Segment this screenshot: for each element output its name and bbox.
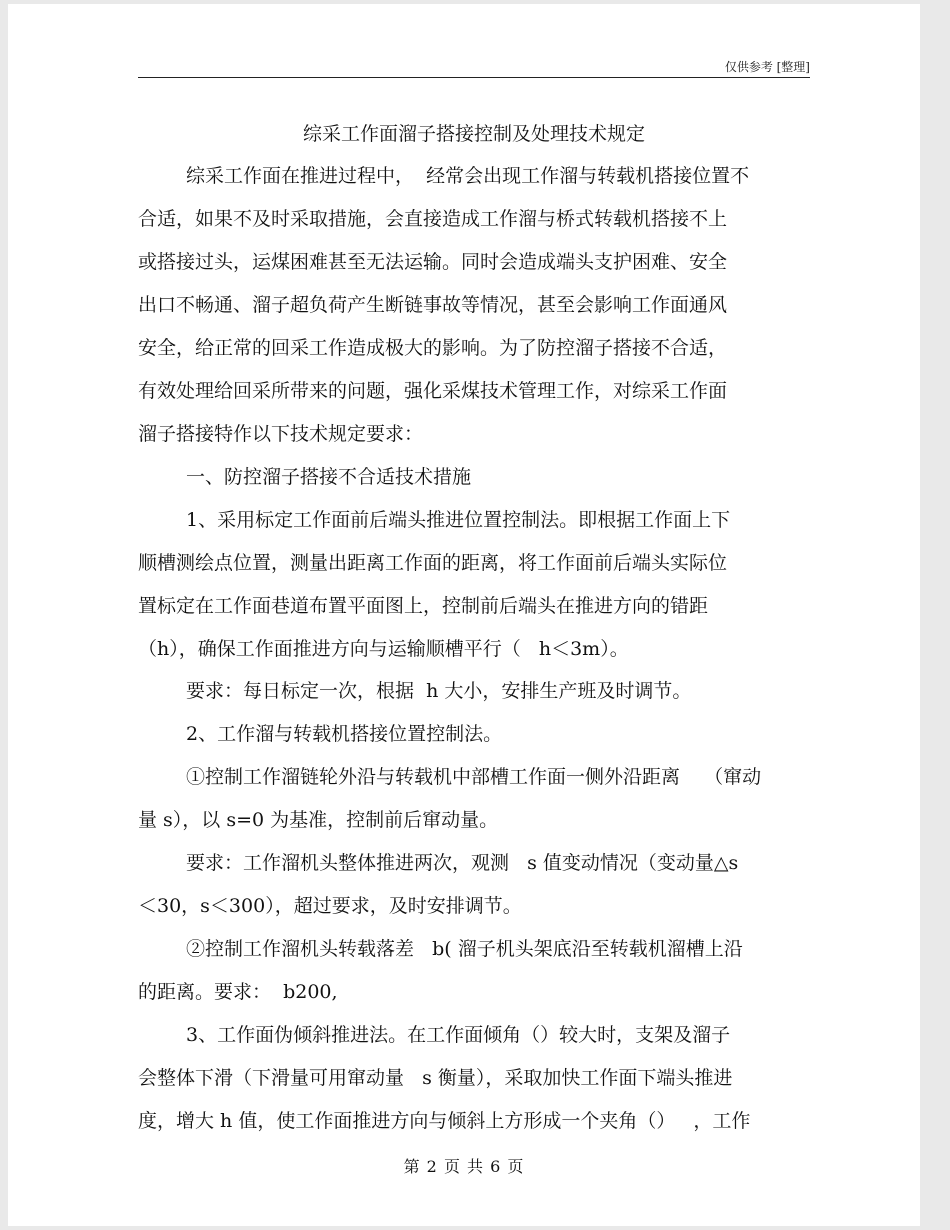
text-line: ＜30，s＜300），超过要求，及时安排调节。 — [138, 895, 522, 917]
document-title: 综采工作面溜子搭接控制及处理技术规定 — [302, 123, 645, 145]
text-line: 要求：每日标定一次，根据 h 大小，安排生产班及时调节。 — [186, 680, 692, 702]
text-line: 度，增大 h 值，使工作面推进方向与倾斜上方形成一个夹角（） ，工作 — [138, 1110, 751, 1132]
text-line: 顺槽测绘点位置，测量出距离工作面的距离，将工作面前后端头实际位 — [138, 552, 728, 574]
text-line: （h），确保工作面推进方向与运输顺槽平行（ h＜3m）。 — [138, 638, 629, 660]
page-header: 仅供参考 [整理] — [724, 60, 810, 74]
text-line: 会整体下滑（下滑量可用窜动量 s 衡量），采取加快工作面下端头推进 — [138, 1067, 733, 1089]
text-line: 要求：工作溜机头整体推进两次，观测 s 值变动情况（变动量△s — [186, 852, 739, 874]
text-line: 溜子搭接特作以下技术规定要求： — [138, 423, 424, 445]
section-heading: 一、防控溜子搭接不合适技术措施 — [186, 466, 472, 488]
text-line: 1、采用标定工作面前后端头推进位置控制法。即根据工作面上下 — [186, 509, 731, 531]
text-line: 量 s），以 s=0 为基准，控制前后窜动量。 — [138, 809, 499, 831]
text-line: 合适，如果不及时采取措施，会直接造成工作溜与桥式转载机搭接不上 — [138, 208, 728, 230]
header-rule — [138, 77, 810, 78]
text-line: 出口不畅通、溜子超负荷产生断链事故等情况，甚至会影响工作面通风 — [138, 294, 728, 316]
text-line: 的距离。要求： b200, — [138, 981, 338, 1003]
text-line: ②控制工作溜机头转载落差 b( 溜子机头架底沿至转载机溜槽上沿 — [186, 938, 743, 960]
page-footer: 第 2 页 共 6 页 — [403, 1157, 525, 1176]
text-line: 3、工作面伪倾斜推进法。在工作面倾角（）较大时，支架及溜子 — [186, 1024, 731, 1046]
text-line: 综采工作面在推进过程中， 经常会出现工作溜与转载机搭接位置不 — [186, 165, 750, 187]
text-line: 或搭接过头，运煤困难甚至无法运输。同时会造成端头支护困难、安全 — [138, 251, 728, 273]
text-line: ①控制工作溜链轮外沿与转载机中部槽工作面一侧外沿距离 （窜动 — [186, 766, 762, 788]
document-page — [8, 4, 920, 1226]
text-line: 有效处理给回采所带来的问题，强化采煤技术管理工作，对综采工作面 — [138, 380, 728, 402]
text-line: 2、工作溜与转载机搭接位置控制法。 — [186, 723, 503, 745]
text-line: 安全，给正常的回采工作造成极大的影响。为了防控溜子搭接不合适， — [138, 337, 728, 359]
text-line: 置标定在工作面巷道布置平面图上，控制前后端头在推进方向的错距 — [138, 595, 709, 617]
